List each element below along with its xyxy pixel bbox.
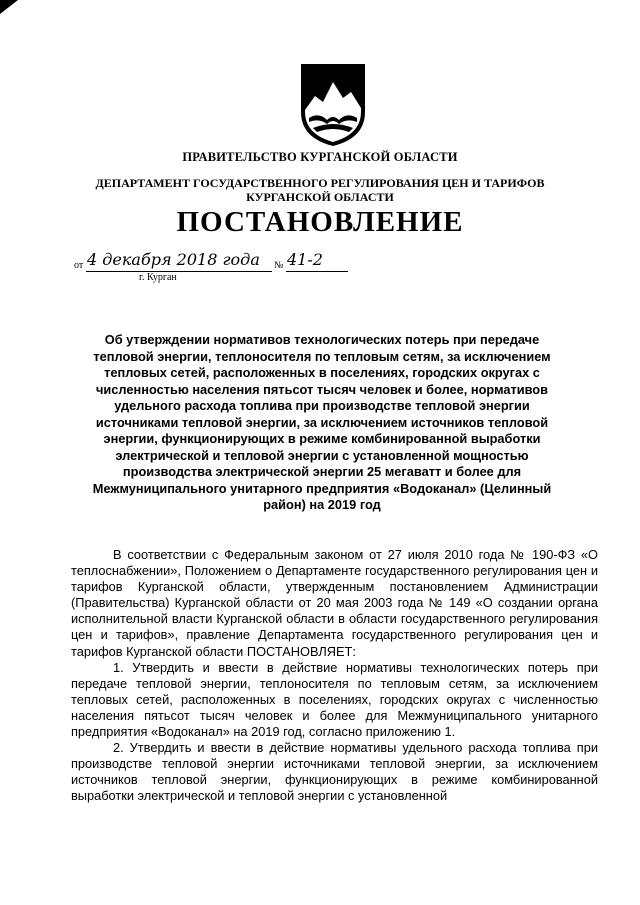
item-1-paragraph: 1. Утвердить и ввести в действие нормативы технологических потерь при передаче тепловой энергии, теплоносителя по тепловым сетям, за исключением тепловых сетей, расположенных в поселениях, городских округах с численностью населения пятьсот тысяч человек и более для Межмуниципального унитарного предприятия «Водоканал» на 2019 год, согласно приложению 1.: [71, 659, 598, 740]
handwritten-date: 4 декабря 2018 года: [87, 250, 260, 269]
department-name-line1: ДЕПАРТАМЕНТ ГОСУДАРСТВЕННОГО РЕГУЛИРОВАНИЯ ЦЕН И ТАРИФОВ: [95, 176, 545, 190]
date-prefix: от: [74, 260, 84, 271]
document-subject: Об утверждении нормативов технологических потерь при передаче тепловой энергии, теплоносителя по тепловым сетям, за исключением тепловых сетей, расположенных в поселениях, городских округах с численностью населения пятьсот тысяч человек и более, нормативов удельного расхода топлива при производстве тепловой энергии источниками тепловой энергии, за исключением источников тепловой энергии, функционирующих в режиме комбинированной выработки электрической и тепловой энергии с установленной мощностью производства электрической энергии 25 мегаватт и более для Межмуниципального унитарного предприятия «Водоканал» (Целинный район) на 2019 год: [92, 332, 552, 512]
number-prefix: №: [274, 260, 284, 271]
number-underline: [286, 271, 348, 272]
scan-corner-mark: [0, 0, 18, 14]
item-2-paragraph: 2. Утвердить и ввести в действие нормативы удельного расхода топлива при производстве тепловой энергии источниками тепловой энергии, за исключением источников тепловой энергии, функционирующих в режиме комбинированной выработки электрической и тепловой энергии с установленной: [71, 740, 598, 804]
date-number-line: [74, 250, 354, 276]
document-type-title: ПОСТАНОВЛЕНИЕ: [176, 206, 464, 238]
department-name-line2: КУРГАНСКОЙ ОБЛАСТИ: [246, 190, 394, 204]
document-body: [71, 547, 598, 805]
preamble-paragraph: В соответствии с Федеральным законом от 27 июля 2010 года № 190-ФЗ «О теплоснабжении», Положением о Департаменте государственного регулирования цен и тарифов Курганской области, утвержденным постановлением Администрации (Правительства) Курганской области от 20 мая 2003 года № 149 «О создании органа исполнительной власти Курганской области в области государственного регулирования цен и тарифов», правление Департамента государственного регулирования цен и тарифов Курганской области ПОСТАНОВЛЯЕТ:: [71, 547, 598, 659]
department-name: [0, 176, 640, 204]
place-name: г. Курган: [139, 272, 177, 283]
handwritten-number: 41-2: [287, 250, 323, 269]
coat-of-arms-icon: [299, 62, 367, 148]
government-name: ПРАВИТЕЛЬСТВО КУРГАНСКОЙ ОБЛАСТИ: [182, 150, 458, 164]
